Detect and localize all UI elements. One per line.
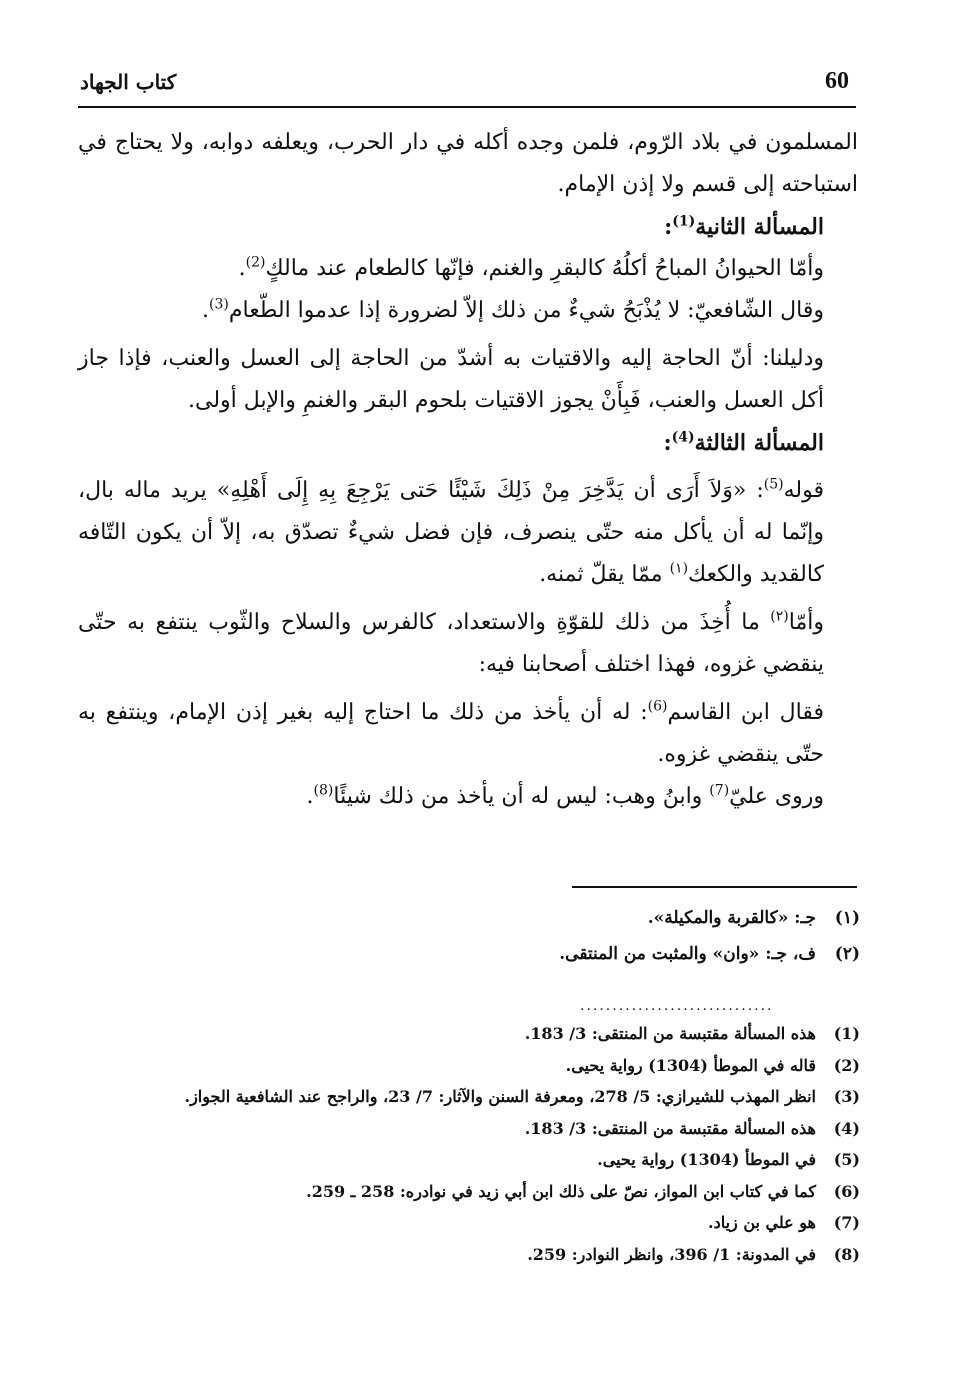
paragraph-3-end: .: [202, 298, 210, 323]
footnote-text: ف، جـ: «وان» والمثبت من المنتقى.: [559, 944, 816, 964]
paragraph-2: [78, 248, 858, 290]
heading-colon: :: [663, 430, 672, 456]
footnote-ref[interactable]: (3): [209, 296, 229, 313]
footnote-ref[interactable]: (4): [671, 429, 695, 446]
paragraph-6-text: ما أُخِذَ من ذلك للقوّةِ والاستعداد، كالفرس والسلاح والثّوب ينتفع به حتّى ينقضي غزوه، فهذا اختلف أصحابنا فيه:: [78, 610, 824, 677]
paragraph-8-end: .: [306, 784, 314, 809]
header-rule: [78, 106, 856, 108]
footnote-number: (3): [833, 1087, 860, 1106]
paragraph-7-text: : له أن يأخذ من ذلك ما احتاج إليه بغير إذن الإمام، وينتفع به حتّى ينقضي غزوه.: [78, 700, 824, 767]
paragraph-7: [78, 692, 858, 776]
page-header: [78, 66, 853, 102]
footnote-text: جـ: «كالقربة والمكيلة».: [647, 908, 816, 928]
page-number: 60: [825, 68, 849, 94]
footnote-text: انظر المهذب للشيرازي: 5/ 278، ومعرفة السنن والآثار: 7/ 23، والراجح عند الشافعية الجواز.: [184, 1087, 816, 1106]
footnote-item: [100, 1239, 860, 1271]
footnote-item: [100, 1050, 860, 1082]
footnote-item: [100, 1018, 860, 1050]
paragraph-8-mid: وابنُ وهب: ليس له أن يأخذ من ذلك شيئًا: [333, 784, 710, 809]
footnote-number: (8): [833, 1244, 860, 1264]
footnote-text: هو علي بن زياد.: [708, 1213, 816, 1232]
footnote-item: [100, 936, 860, 972]
paragraph-2-end: .: [238, 256, 246, 281]
footnote-ref[interactable]: (1): [672, 213, 696, 230]
heading-third-issue-text: المسألة الثالثة: [694, 430, 824, 456]
footnote-item: [100, 1081, 860, 1113]
paragraph-8-lead: وروى عليّ: [729, 784, 824, 809]
dotted-separator: ..............................: [580, 998, 774, 1014]
running-title: كتاب الجهاد: [80, 70, 177, 94]
paragraph-7-lead: فقال ابن القاسم: [667, 700, 824, 725]
footnote-number: (١): [834, 908, 860, 928]
heading-second-issue: [78, 206, 858, 248]
edition-footnotes: [100, 900, 860, 972]
footnote-item: [100, 900, 860, 936]
paragraph-1: المسلمون في بلاد الرّوم، فلمن وجده أكله في دار الحرب، ويعلفه دوابه، ولا يحتاج في استباحته إلى قسم ولا إذن الإمام.: [78, 130, 858, 197]
footnote-ref[interactable]: (7): [709, 782, 730, 799]
footnote-ref[interactable]: (٢): [770, 608, 789, 625]
footnote-number: (٢): [834, 944, 860, 964]
paragraph-3: [78, 290, 858, 332]
footnote-ref[interactable]: (6): [647, 698, 668, 715]
paragraph-5: [78, 470, 858, 596]
footnote-number: (4): [833, 1118, 860, 1138]
footnote-text: هذه المسألة مقتبسة من المنتقى: 3/ 183.: [524, 1024, 816, 1043]
footnote-ref[interactable]: (5): [763, 476, 784, 493]
footnote-number: (6): [833, 1181, 860, 1201]
paragraph-5-text: : «وَلاَ أَرَى أن يَدَّخِرَ مِنْ ذَلِكَ شَيْئًا حَتى يَرْجِعَ بِهِ إِلَى أَهْلِهِ» يريد ماله بال، وإنّما له أن يأكل منه حتّى ينصرف، فإن فضل شيءٌ تصدّق به، إلاّ أن يكون التّافه كالقديد والكعك: [78, 478, 824, 587]
heading-third-issue: [78, 422, 858, 464]
footnote-text: في المدونة: 1/ 396، وانظر النوادر: 259.: [527, 1244, 816, 1264]
main-text: [78, 122, 858, 818]
paragraph-6-lead: وأمّا: [788, 610, 824, 635]
footnote-number: (1): [833, 1024, 860, 1043]
paragraph-3-text: وقال الشّافعيّ: لا يُذْبَحُ شيءٌ من ذلك إلاّ لضرورة إذا عدموا الطّعام: [228, 298, 824, 323]
footnote-text: في الموطأ (1304) رواية يحيى.: [597, 1150, 816, 1169]
footnote-number: (7): [833, 1213, 860, 1232]
footnote-number: (5): [833, 1150, 860, 1169]
paragraph-5-lead: قوله: [783, 478, 824, 503]
footnote-text: كما في كتاب ابن المواز، نصّ على ذلك ابن أبي زيد في نوادره: 258 ـ 259.: [306, 1181, 816, 1201]
footnote-ref[interactable]: (١): [669, 560, 689, 577]
footnote-ref[interactable]: (2): [245, 254, 266, 271]
paragraph-2-text: وأمّا الحيوانُ المباحُ أكلُهُ كالبقرِ والغنم، فإنّها كالطعام عند مالكٍ: [265, 256, 824, 281]
footnote-item: [100, 1207, 860, 1239]
paragraph-4: ودليلنا: أنّ الحاجة إليه والاقتيات به أشدّ من الحاجة إلى العسل والعنب، فإذا جاز أكل العسل والعنب، فَبِأَنْ يجوز الاقتيات بلحوم البقر والغنمِ والإبل أولى.: [78, 346, 824, 413]
editor-footnotes: [100, 1018, 860, 1270]
footnote-ref[interactable]: (8): [313, 782, 334, 799]
footnote-item: [100, 1144, 860, 1176]
footnote-text: قاله في الموطأ (1304) رواية يحيى.: [565, 1055, 816, 1075]
footnote-number: (2): [833, 1055, 860, 1075]
heading-second-issue-text: المسألة الثانية: [695, 214, 824, 240]
paragraph-8: [78, 776, 858, 818]
footnote-text: هذه المسألة مقتبسة من المنتقى: 3/ 183.: [524, 1118, 816, 1138]
heading-colon: :: [664, 214, 673, 240]
paragraph-6: [78, 602, 858, 686]
paragraph-5-end: ممّا يقلّ ثمنه.: [539, 562, 670, 587]
footnote-item: [100, 1113, 860, 1145]
footnote-rule: [572, 886, 857, 888]
footnote-item: [100, 1176, 860, 1208]
